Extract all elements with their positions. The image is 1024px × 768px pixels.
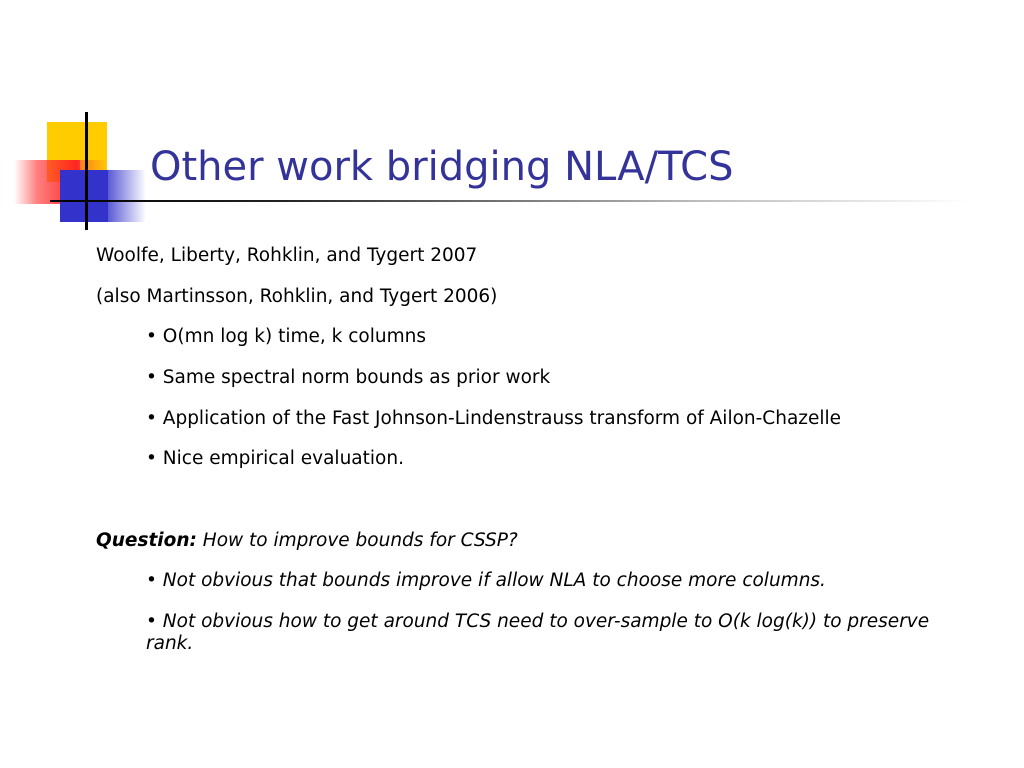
- slide-title: Other work bridging NLA/TCS: [150, 144, 734, 190]
- question-bullet: • Not obvious that bounds improve if allow NLA to choose more columns.: [146, 570, 826, 592]
- logo-blue-square: [60, 170, 108, 222]
- question-line: [96, 530, 996, 552]
- bullet-item: • Application of the Fast Johnson-Lindenstrauss transform of Ailon-Chazelle: [146, 407, 842, 429]
- spacer: [96, 489, 996, 511]
- bullet-item: • O(mn log k) time, k columns: [146, 326, 426, 348]
- question-label: Question:: [96, 529, 197, 551]
- reference-line: Woolfe, Liberty, Rohklin, and Tygert 2007: [96, 245, 478, 266]
- slide-body: [96, 245, 996, 674]
- logo-blue-fade: [106, 170, 146, 222]
- title-underline: [50, 200, 970, 202]
- reference-line: (also Martinsson, Rohklin, and Tygert 2006): [96, 285, 498, 307]
- question-bullet: • Not obvious how to get around TCS need to over-sample to O(k log(k)) to preserve rank.: [146, 611, 930, 655]
- logo-vertical-line: [85, 112, 88, 230]
- bullet-item: • Nice empirical evaluation.: [146, 448, 404, 470]
- question-text: How to improve bounds for CSSP?: [196, 529, 518, 551]
- bullet-item: • Same spectral norm bounds as prior work: [146, 367, 551, 389]
